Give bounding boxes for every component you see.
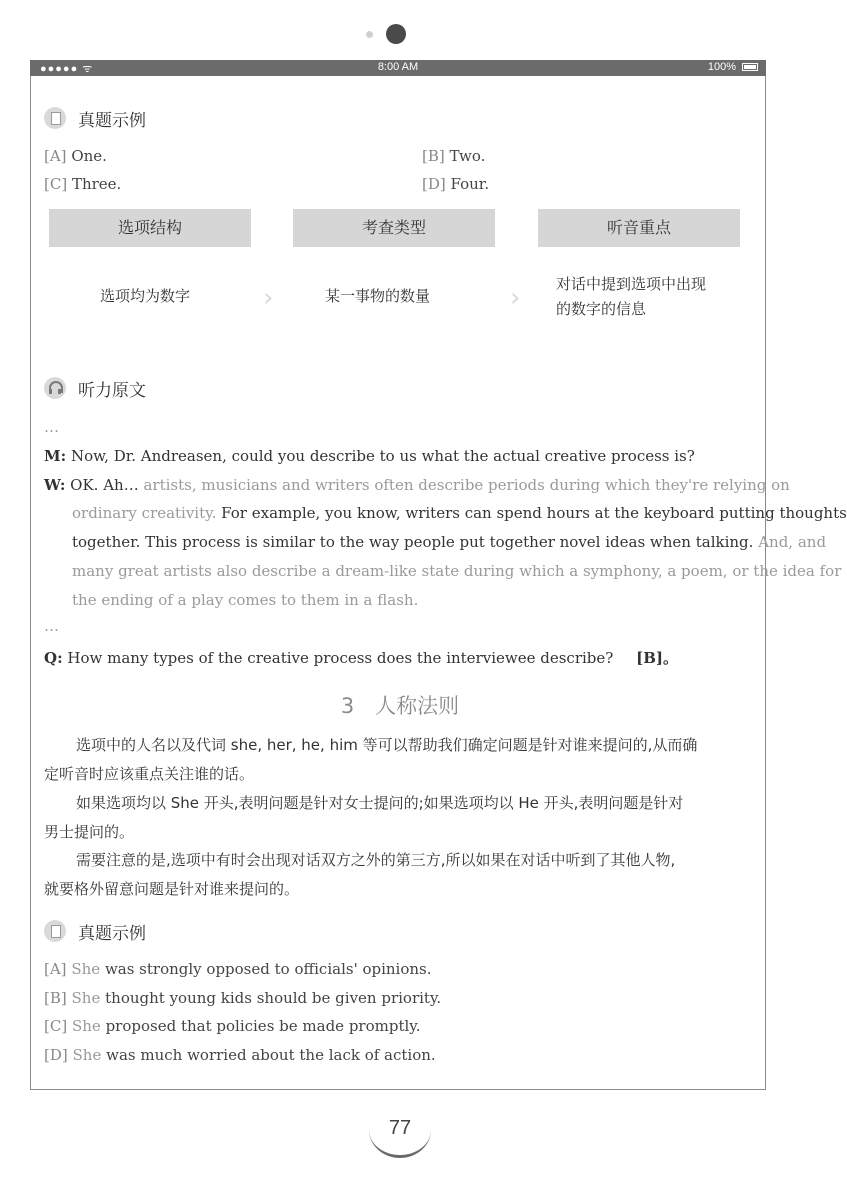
transcript-man-line: M: Now, Dr. Andreasen, could you describe to us what the actual creative process is?	[44, 447, 695, 465]
battery-percent: 100%	[707, 61, 736, 73]
example2-heading-text: 真题示例	[78, 923, 146, 944]
document-icon	[44, 920, 66, 942]
camera-dot	[386, 24, 406, 44]
example1-option-c: [C] Three.	[44, 175, 122, 193]
document-icon	[44, 107, 66, 129]
signal-indicator: ●●●●● ᯤ	[40, 63, 94, 75]
chapter-title: 3 人称法则	[340, 694, 460, 718]
question-type-text: 某一事物的数量	[325, 287, 431, 305]
example2-option-a: [A] She was strongly opposed to officials' opinions.	[44, 960, 432, 978]
listening-focus-text-2: 的数字的信息	[556, 300, 647, 318]
tag-question-type: 考查类型	[293, 209, 495, 247]
transcript-heading	[44, 376, 146, 400]
headphones-icon	[44, 377, 66, 399]
example2-option-d: [D] She was much worried about the lack of action.	[44, 1046, 436, 1064]
answer-badge: [B]。	[636, 649, 678, 667]
example1-option-a: [A] One.	[44, 147, 107, 165]
example2-option-c: [C] She proposed that policies be made promptly.	[44, 1017, 421, 1035]
transcript-woman-line-3: together. This process is similar to the way people put together novel ideas when talking. And, and	[72, 533, 827, 551]
paragraph-3-line-2: 就要格外留意问题是针对谁来提问的。	[44, 880, 300, 898]
paragraph-2-line-2: 男士提问的。	[44, 823, 135, 841]
question-line: Q: How many types of the creative process does the interviewee describe? [B]。	[44, 649, 678, 667]
transcript-woman-line-1: W: OK. Ah… artists, musicians and writers often describe periods during which they're relying on	[44, 476, 790, 494]
listening-focus-text-1: 对话中提到选项中出现	[556, 275, 707, 293]
ellipsis: …	[44, 418, 59, 436]
paragraph-1-line-2: 定听音时应该重点关注谁的话。	[44, 765, 255, 783]
transcript-woman-line-4: many great artists also describe a dream-like state during which a symphony, a poem, or the idea for	[72, 562, 842, 580]
option-structure-text: 选项均为数字	[100, 287, 191, 305]
status-time: 8:00 AM	[377, 61, 419, 73]
example2-option-b: [B] She thought young kids should be given priority.	[44, 989, 442, 1007]
paragraph-1-line-1: 选项中的人名以及代词 she, her, he, him 等可以帮助我们确定问题是针对谁来提问的,从而确	[76, 736, 698, 754]
battery-icon	[742, 63, 758, 71]
transcript-heading-text: 听力原文	[78, 380, 146, 401]
tag-listening-focus: 听音重点	[538, 209, 740, 247]
sensor-dot	[366, 31, 373, 38]
status-bar	[30, 60, 766, 76]
paragraph-2-line-1: 如果选项均以 She 开头,表明问题是针对女士提问的;如果选项均以 He 开头,表明问题是针对	[76, 794, 684, 812]
example1-option-d: [D] Four.	[422, 175, 490, 193]
chevron-right-icon: ›	[263, 283, 274, 313]
ellipsis: …	[44, 617, 59, 635]
transcript-woman-line-2: ordinary creativity. For example, you know, writers can spend hours at the keyboard putting thoughts	[72, 504, 847, 522]
example2-heading	[44, 919, 146, 943]
chevron-right-icon: ›	[510, 283, 521, 313]
transcript-woman-line-5: the ending of a play comes to them in a flash.	[72, 591, 419, 609]
example1-option-b: [B] Two.	[422, 147, 486, 165]
page-number: 77	[369, 1102, 431, 1158]
paragraph-3-line-1: 需要注意的是,选项中有时会出现对话双方之外的第三方,所以如果在对话中听到了其他人物,	[76, 851, 676, 869]
device-camera	[0, 24, 800, 46]
example1-heading	[44, 106, 146, 130]
tag-option-structure: 选项结构	[49, 209, 251, 247]
example1-heading-text: 真题示例	[78, 110, 146, 131]
